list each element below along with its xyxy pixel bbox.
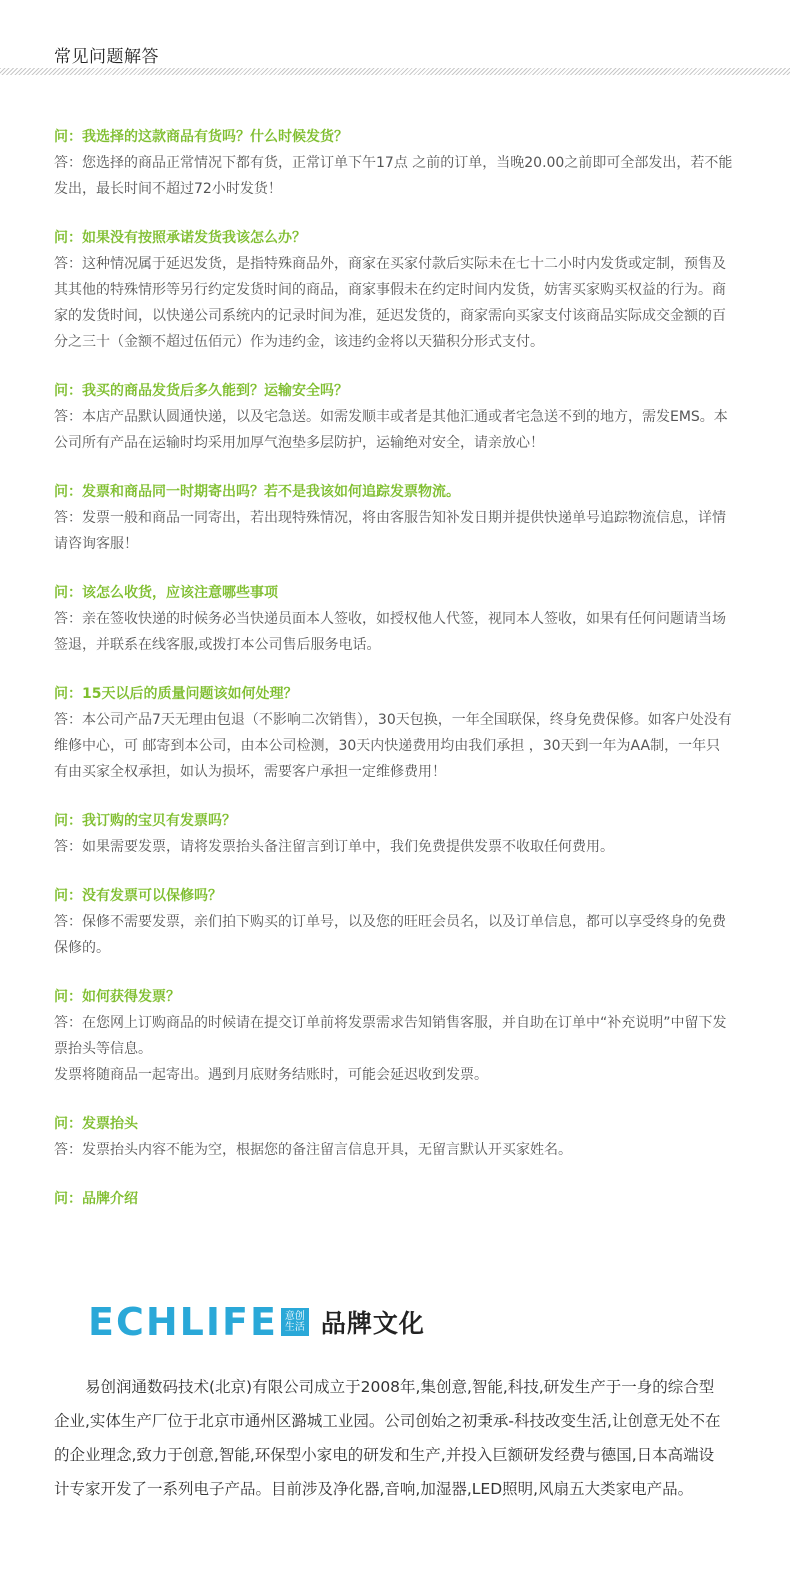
- faq-question: 问：我买的商品发货后多久能到？运输安全吗？: [54, 383, 348, 399]
- faq-question: 问：发票抬头: [54, 1116, 138, 1132]
- faq-answer-extra: 发票将随商品一起寄出。遇到月底财务结账时，可能会延迟收到发票。: [54, 1067, 488, 1083]
- faq-question: 问：没有发票可以保修吗？: [54, 888, 222, 904]
- faq-item: [54, 1111, 734, 1163]
- faq-question: 问：品牌介绍: [54, 1191, 138, 1207]
- faq-item: [54, 225, 734, 355]
- faq-item: [54, 479, 734, 557]
- faq-question: 问：如果没有按照承诺发货我该怎么办？: [54, 230, 306, 246]
- faq-item: [54, 378, 734, 456]
- faq-answer: 答：本公司产品7天无理由包退（不影响二次销售），30天包换，一年全国联保，终身免费保修。如客户处没有 维修中心，可 邮寄到本公司，由本公司检测，30天内快递费用均由我们承担 ，30天到一年为AA制，一年只有由买家全权承担，如认为损坏，需要客户承担一定维修费用！: [54, 712, 732, 780]
- faq-answer: 答：保修不需要发票，亲们拍下购买的订单号，以及您的旺旺会员名，以及订单信息，都可以享受终身的免费保修的。: [54, 914, 726, 956]
- faq-question: 问：15天以后的质量问题该如何处理？: [54, 686, 298, 702]
- faq-question: 问：如何获得发票？: [54, 989, 180, 1005]
- faq-answer: 答：本店产品默认圆通快递，以及宅急送。如需发顺丰或者是其他汇通或者宅急送不到的地方，需发EMS。本公司所有产品在运输时均采用加厚气泡垫多层防护，运输绝对安全，请亲放心！: [54, 409, 728, 451]
- faq-question: 问：我订购的宝贝有发票吗？: [54, 813, 236, 829]
- faq-question: 问：该怎么收货，应该注意哪些事项: [54, 585, 278, 601]
- faq-item: [54, 808, 734, 860]
- faq-answer: 答：在您网上订购商品的时候请在提交订单前将发票需求告知销售客服，并自助在订单中“补充说明”中留下发票抬头等信息。: [54, 1015, 727, 1057]
- faq-item: [54, 580, 734, 658]
- faq-item: [54, 984, 734, 1088]
- faq-list: [54, 124, 734, 1235]
- header-divider: [0, 68, 790, 75]
- faq-answer: 答：如果需要发票，请将发票抬头备注留言到订单中，我们免费提供发票不收取任何费用。: [54, 839, 614, 855]
- faq-item: [54, 1186, 734, 1212]
- brand-culture-title: 品牌文化: [320, 1309, 425, 1338]
- faq-item: [54, 883, 734, 961]
- faq-answer: 答：您选择的商品正常情况下都有货，正常订单下午17点 之前的订单，当晚20.00之前即可全部发出，若不能发出，最长时间不超过72小时发货！: [54, 155, 733, 197]
- brand-intro: 易创润通数码技术(北京)有限公司成立于2008年,集创意,智能,科技,研发生产于一身的综合型企业,实体生产厂位于北京市通州区潞城工业园。公司创始之初秉承-科技改变生活,让创意无处不在 的企业理念,致力于创意,智能,环保型小家电的研发和生产,并投入巨额研发经费与德国,日本高端设计专家开发了一系列电子产品。目前涉及净化器,音响,加湿器,LED照明,风扇五大类家电产品。: [54, 1378, 721, 1498]
- faq-answer: 答：亲在签收快递的时候务必当快递员面本人签收，如授权他人代签，视同本人签收，如果有任何问题请当场签退，并联系在线客服,或拨打本公司售后服务电话。: [54, 611, 726, 653]
- brand-header: [88, 1300, 488, 1344]
- faq-question: 问：发票和商品同一时期寄出吗？若不是我该如何追踪发票物流。: [54, 484, 460, 500]
- faq-answer: 答：这种情况属于延迟发货，是指特殊商品外，商家在买家付款后实际未在七十二小时内发货或定制，预售及其其他的特殊情形等另行约定发货时间的商品，商家事假未在约定时间内发货，妨害买家购买权益的行为。商家的发货时间，以快递公司系统内的记录时间为准，延迟发货的，商家需向买家支付该商品实际成交金额的百分之三十（金额不超过伍佰元）作为违约金，该违约金将以天猫积分形式支付。: [54, 256, 726, 350]
- faq-question: 问：我选择的这款商品有货吗？什么时候发货？: [54, 129, 348, 145]
- faq-answer: 答：发票抬头内容不能为空，根据您的备注留言信息开具，无留言默认开买家姓名。: [54, 1142, 572, 1158]
- page-title: 常见问题解答: [54, 47, 159, 67]
- faq-answer: 答：发票一般和商品一同寄出，若出现特殊情况，将由客服告知补发日期并提供快递单号追踪物流信息，详情请咨询客服！: [54, 510, 726, 552]
- brand-logo: ECHLIFE: [88, 1300, 278, 1344]
- faq-item: [54, 124, 734, 202]
- faq-item: [54, 681, 734, 785]
- brand-logo-badge: 意创生活: [281, 1308, 309, 1336]
